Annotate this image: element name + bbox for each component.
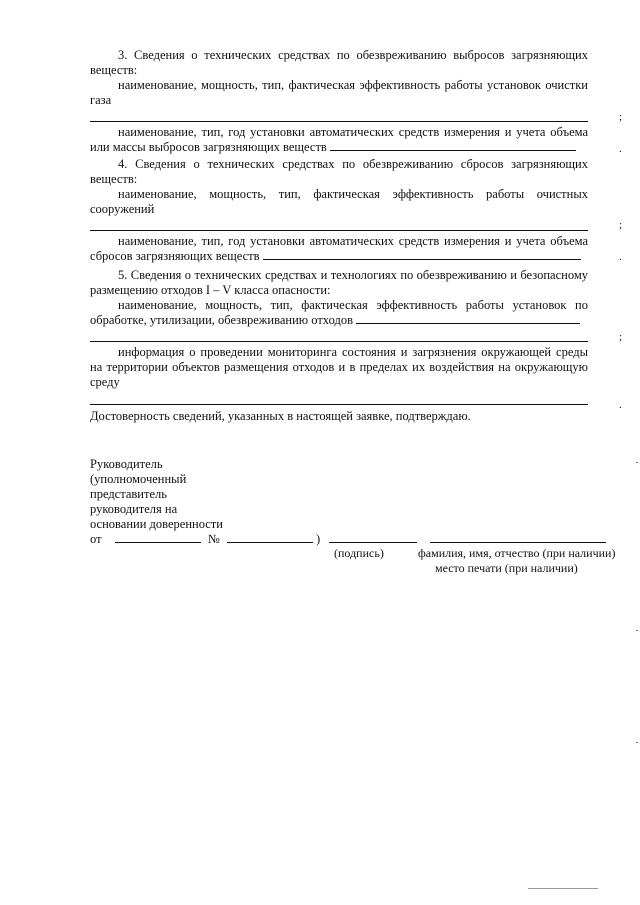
section-3-item-2-end: . [619,143,622,155]
section-3 [90,48,588,155]
footer-rule [528,888,598,889]
section-3-heading: 3. Сведения о технических средствах по обезвреживанию выбросов загрязняющих веществ: [90,48,588,77]
section-5-item-1: наименование, мощность, тип, фактическая эффективность работы установок по обработке, утилизации, обезвреживанию отходов [90,298,588,327]
signatory-line-2: (уполномоченный [90,472,187,486]
section-3-item-2-line[interactable] [330,140,576,151]
section-3-item-2: наименование, тип, год установки автоматических средств измерения и учета объема или массы выбросов загрязняющих веществ [90,125,588,154]
signatory-line-5: основании доверенности [90,517,223,531]
proxy-number-field[interactable] [227,532,313,543]
section-4-item-2-line[interactable] [263,249,581,260]
section-4 [90,157,588,264]
section-3-item-1: наименование, мощность, тип, фактическая эффективность работы установок очистки газа [90,78,588,107]
signature-caption: (подпись) [334,546,384,560]
section-5-item-1-line[interactable] [356,313,580,324]
signature-field[interactable] [329,532,417,543]
section-3-item-1-end: ; [619,111,623,123]
section-4-item-1-line[interactable] [90,230,588,231]
number-label: № [207,532,220,546]
proxy-row [90,532,606,547]
proxy-date-field[interactable] [115,532,201,543]
section-5-item-2-end: . [619,399,622,411]
section-4-item-1-end: ; [619,219,623,231]
certification-text: Достоверность сведений, указанных в настоящей заявке, подтверждаю. [90,409,471,423]
signatory-line-4: руководителя на [90,502,178,516]
from-label: от [90,532,102,546]
section-5-heading: 5. Сведения о технических средствах и технологиях по обезвреживанию и безопасному размещению отходов I – V класса опасности: [90,268,588,297]
section-5 [90,268,588,424]
scan-speck [636,462,638,463]
stamp-caption: место печати (при наличии) [435,561,578,575]
signature-block [90,457,223,532]
section-5-item-2: информация о проведении мониторинга состояния и загрязнения окружающей среды на территории объектов размещения отходов и в пределах их воздействия на окружающую среду [90,345,588,389]
scan-speck [636,742,638,743]
signatory-line-1: Руководитель [90,457,163,471]
section-5-item-1-end: ; [619,331,623,343]
section-4-item-2: наименование, тип, год установки автоматических средств измерения и учета объема сбросов загрязняющих веществ [90,234,588,263]
section-4-heading: 4. Сведения о технических средствах по обезвреживанию сбросов загрязняющих веществ: [90,157,588,186]
section-4-item-1: наименование, мощность, тип, фактическая эффективность работы очистных сооружений [90,187,588,216]
signatory-line-3: представитель [90,487,167,501]
section-4-item-2-end: . [619,251,622,263]
full-name-field[interactable] [430,532,606,543]
section-3-item-1-line[interactable] [90,121,588,122]
section-5-item-1-line-2[interactable] [90,341,588,342]
close-paren: ) [316,532,321,546]
section-5-item-2-line[interactable] [90,404,588,405]
full-name-caption: фамилия, имя, отчество (при наличии) [418,546,616,560]
scan-speck [636,630,638,631]
